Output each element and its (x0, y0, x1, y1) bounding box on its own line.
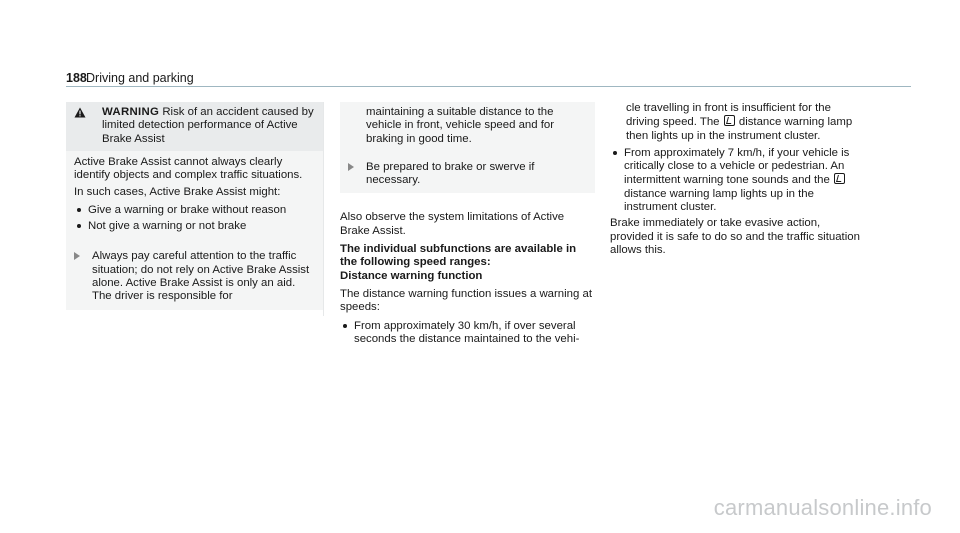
action-text: Always pay careful attention to the traffic situation; do not rely on Active Brake Assist alone. Active Brake Assist is only an aid. The driver is responsible for (92, 250, 310, 303)
watermark: carmanualsonline.info (713, 495, 932, 520)
also-observe-paragraph: Also observe the system limitations of Active Brake Assist. (340, 211, 565, 237)
warning-continuation (340, 102, 595, 153)
list-item-text: distance warning lamp lights up in the instrument cluster. (624, 187, 814, 214)
column-middle (340, 102, 595, 349)
warning-paragraph: Active Brake Assist cannot always clearly identify objects and complex traffic situations. (74, 155, 303, 182)
warning-triangle-icon (74, 107, 86, 118)
page-number: 188 (66, 71, 87, 85)
list-item-text: From approximately 7 km/h, if your vehicle is critically close to a vehicle or pedestrian. An intermittent warning tone sounds and the (624, 146, 850, 187)
list-item-text: Not give a warning or not brake (88, 220, 247, 233)
warning-body (66, 151, 323, 240)
list-item (74, 220, 315, 233)
continued-text: maintaining a suitable distance to the vehicle in front, vehicle speed and for braking in good time. (366, 106, 555, 145)
list-item-text: Give a warning or brake without reason (88, 203, 287, 216)
bullet-icon (77, 224, 81, 228)
warning-header (66, 102, 323, 151)
speed-bullet-list (340, 320, 595, 347)
list-item (610, 147, 865, 214)
column-left (66, 102, 323, 310)
warning-label: WARNING (102, 106, 160, 118)
column-divider (323, 102, 324, 316)
bullet-icon (613, 151, 617, 155)
warning-box (66, 102, 323, 310)
action-arrow-icon (348, 163, 354, 171)
warning-bullet-list (74, 204, 315, 234)
list-item (340, 320, 595, 347)
warning-title: Risk of an accident caused by limited detection performance of Active Brake Assist (102, 106, 314, 145)
list-item-text: From approximately 30 km/h, if over several seconds the distance maintained to the vehi- (354, 319, 580, 345)
header-divider (66, 86, 911, 87)
action-text: Be prepared to brake or swerve if necessary. (366, 160, 535, 187)
page-header (0, 0, 960, 90)
column-right (610, 102, 865, 261)
distance-warning-lamp-icon (724, 115, 735, 126)
distance-warning-lamp-icon (834, 173, 845, 184)
list-item (74, 204, 315, 217)
distance-heading: Distance warning function (340, 269, 483, 282)
action-step (66, 240, 323, 309)
section-title: Driving and parking (86, 71, 194, 85)
subfunctions-heading: The individual subfunctions are available in the following speed ranges: (340, 243, 577, 269)
action-step (340, 153, 595, 194)
action-arrow-icon (74, 252, 80, 260)
bullet-continuation (610, 102, 865, 143)
body-text (340, 211, 595, 346)
warning-paragraph: In such cases, Active Brake Assist might: (74, 186, 281, 199)
speed-bullet-list (610, 147, 865, 214)
closing-paragraph: Brake immediately or take evasive action, provided it is safe to do so and the traffic situation allows this. (610, 217, 860, 256)
distance-intro: The distance warning function issues a warning at speeds: (340, 287, 593, 314)
bullet-icon (77, 208, 81, 212)
continuation-text: distance warning lamp then lights up in the instrument cluster. (626, 116, 853, 142)
bullet-icon (343, 324, 347, 328)
continuation-text: cle travelling in front is insufficient for the driving speed. The (626, 102, 831, 129)
